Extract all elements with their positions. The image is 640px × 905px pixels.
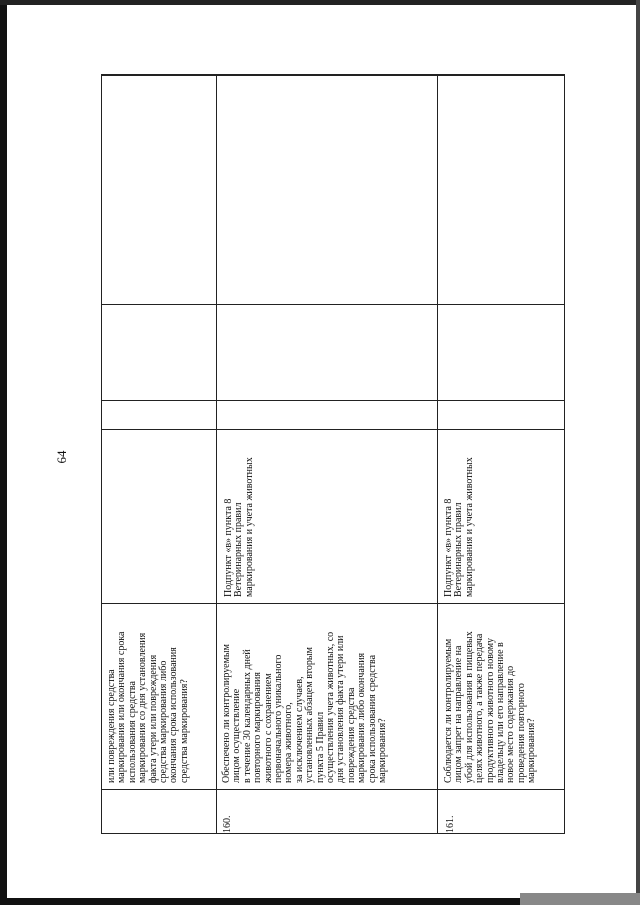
row-1-question: Обеспечено ли контролируемым лицом осуществление в течение 30 календарных дней повторного маркирования животного с сохранением первоначального уникального номера животного, за исключением случаев, установленных абзацем вторым пункта 5 Правил осуществления учета животных, со дня установления факта утери или повреждения средства маркирования либо окончания срока использования средства маркирования? <box>221 631 389 783</box>
row-2-number: 161. <box>445 815 456 833</box>
column-divider-top <box>102 75 564 76</box>
scan-edge-bottom-right <box>520 893 640 905</box>
scan-edge-top <box>0 0 640 5</box>
column-divider-2 <box>102 304 564 305</box>
checklist-table <box>101 74 565 834</box>
row-divider-2 <box>437 75 438 833</box>
row-0-question: или повреждения средства маркирования или окончания срока использования средства маркирования со дня установления факта утери или повреждения средства маркирования либо окончания срока использования средства маркирования? <box>106 631 190 783</box>
scan-edge-right <box>636 0 640 905</box>
row-2-reference: Подпункт «в» пункта 8 Ветеринарных правил маркирования и учета животных <box>443 457 475 597</box>
row-1-number: 160. <box>222 815 233 833</box>
column-divider-3 <box>102 400 564 401</box>
row-1-reference: Подпункт «в» пункта 8 Ветеринарных правил маркирования и учета животных <box>223 457 255 597</box>
scan-edge-left <box>0 0 7 905</box>
row-2-question: Соблюдается ли контролируемым лицом запрет на направление на убой для использования в пищевых целях животного, а также передача продуктивного животного новому владельцу или его направление в новое место содержания до проведения повторного маркирования? <box>443 631 538 783</box>
page-number: 64 <box>54 450 69 464</box>
column-divider-4 <box>102 429 564 430</box>
row-divider-1 <box>216 75 217 833</box>
column-divider-6 <box>102 789 564 790</box>
